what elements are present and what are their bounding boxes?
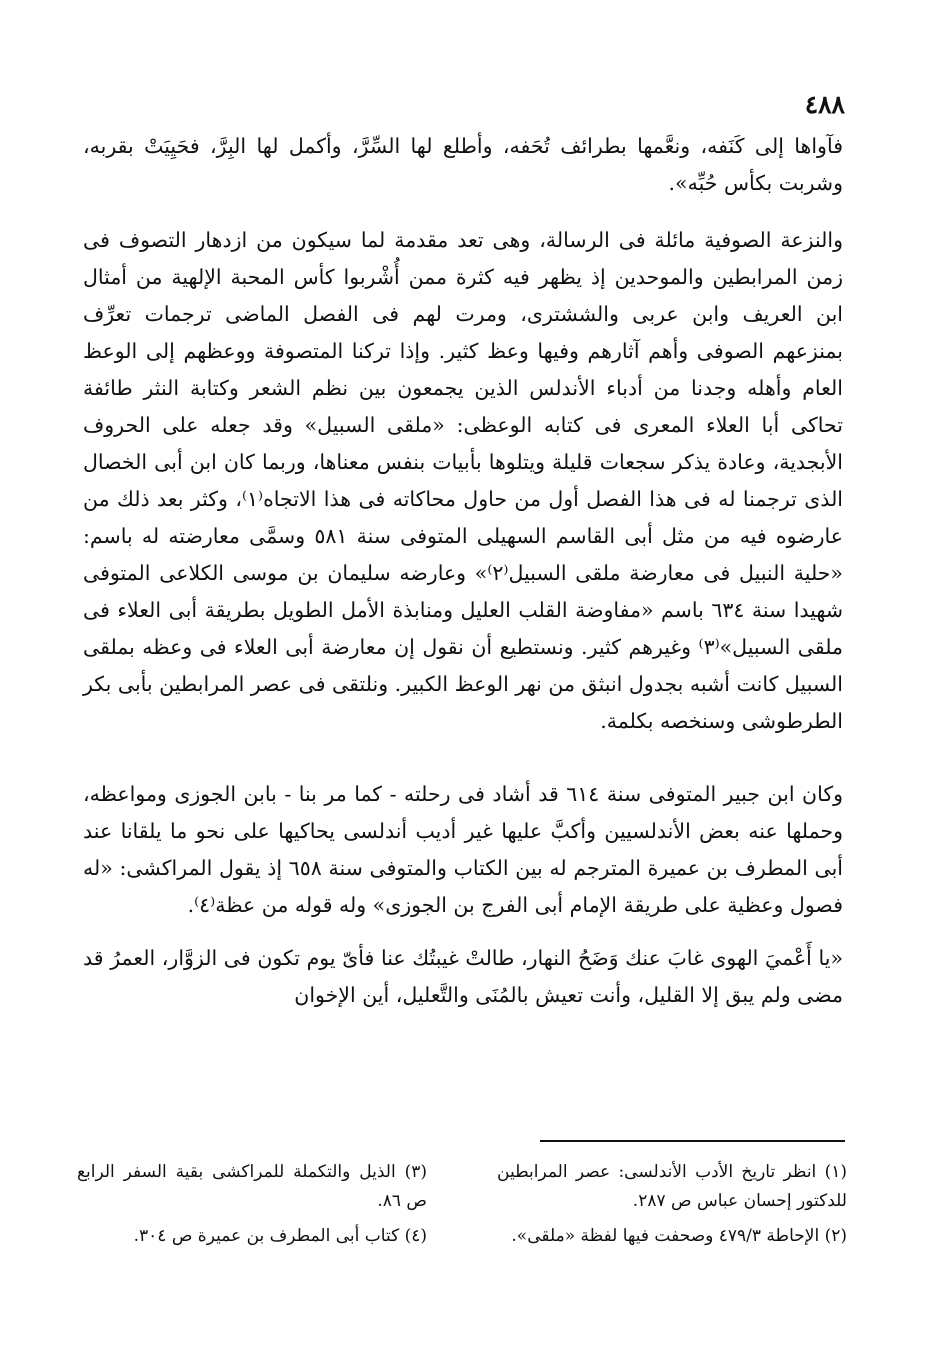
paragraph-4: «يا أَعْميَ الهوى غابَ عنك وَضَحُ النهار، طالتْ غيبتُك عنا فأىّ يوم تكون فى الزوَّار، العمرُ قد مضى ولم يبق إلا القليل، وأنت تعيش بالمُنَى والتَّعليل، أين الإخوان xyxy=(83,946,843,1007)
paragraph-1: فآواها إلى كَنَفه، ونعَّمها بطرائف تُحَفه، وأطلع لها السِّرَّ، وأكمل لها البِرَّ، فحَيِيَتْ بقربه، وشربت بكأس حُبِّه». xyxy=(83,134,843,195)
footnote-2: (٢) الإحاطة ٤٧٩/٣ وصحفت فيها لفظة «ملقى». xyxy=(511,1226,847,1246)
footnote-divider xyxy=(540,1140,845,1142)
footnotes-left-column xyxy=(77,1158,427,1257)
footnotes-right-column xyxy=(497,1158,847,1257)
footnote-1: (١) انظر تاريخ الأدب الأندلسى: عصر المرابطين للدكتور إحسان عباس ص ٢٨٧. xyxy=(497,1162,847,1211)
page-number: ٤٨٨ xyxy=(804,90,845,119)
paragraph-3: وكان ابن جبير المتوفى سنة ٦١٤ قد أشاد فى رحلته - كما مر بنا - بابن الجوزى ومواعظه، وحملها عنه بعض الأندلسيين وأكبَّ عليها غير أديب أندلسى يحاكيها على نحو ما يلقانا عند أبى المطرف بن عميرة المترجم له بين الكتاب والمتوفى سنة ٦٥٨ إذ يقول المراكشى: «له فصول وعظية على طريقة الإمام أبى الفرج بن الجوزى» وله قوله من عظة⁽٤⁾. xyxy=(83,782,843,917)
footnote-4: (٤) كتاب أبى المطرف بن عميرة ص ٣٠٤. xyxy=(133,1226,427,1246)
paragraph-2: والنزعة الصوفية مائلة فى الرسالة، وهى تعد مقدمة لما سيكون من ازدهار التصوف فى زمن المرابطين والموحدين إذ يظهر فيه كثرة ممن أُشْربوا كأس المحبة الإلهية من أمثال ابن العريف وابن عربى والششترى، ومرت لهم فى الفصل الماضى ترجمات تعرِّف بمنزعهم الصوفى وأهم آثارهم وفيها وعظ كثير. وإذا تركنا المتصوفة ووعظهم إلى الوعظ العام وأهله وجدنا من أدباء الأندلس الذين يجمعون بين نظم الشعر وكتابة النثر طائفة تحاكى أبا العلاء المعرى فى كتابه الوعظى: «ملقى السبيل» وقد جعله على الحروف الأبجدية، وعادة يذكر سجعات قليلة ويتلوها بأبيات بنفس معناها، وربما كان ابن أبى الخصال الذى ترجمنا له فى هذا الفصل أول من حاول محاكاته فى هذا الاتجاه⁽١⁾، وكثر بعد ذلك من عارضوه فيه من مثل أبى القاسم السهيلى المتوفى سنة ٥٨١ وسمَّى معارضته له باسم: «حلية النبيل فى معارضة ملقى السبيل⁽٢⁾» وعارضه سليمان بن موسى الكلاعى المتوفى شهيدا سنة ٦٣٤ باسم «مفاوضة القلب العليل ومنابذة الأمل الطويل بطريقة أبى العلاء فى ملقى السبيل»⁽٣⁾ وغيرهم كثير. ونستطيع أن نقول إن معارضة أبى العلاء فى وعظه بملقى السبيل كانت أشبه بجدول انبثق من نهر الوعظ الكبير. ونلتقى فى عصر المرابطين بأبى بكر الطرطوشى وسنخصه بكلمة. xyxy=(83,228,844,733)
main-text xyxy=(83,128,843,1014)
footnotes xyxy=(77,1158,847,1257)
footnote-3: (٣) الذيل والتكملة للمراكشى بقية السفر الرابع ص ٨٦. xyxy=(77,1162,427,1211)
